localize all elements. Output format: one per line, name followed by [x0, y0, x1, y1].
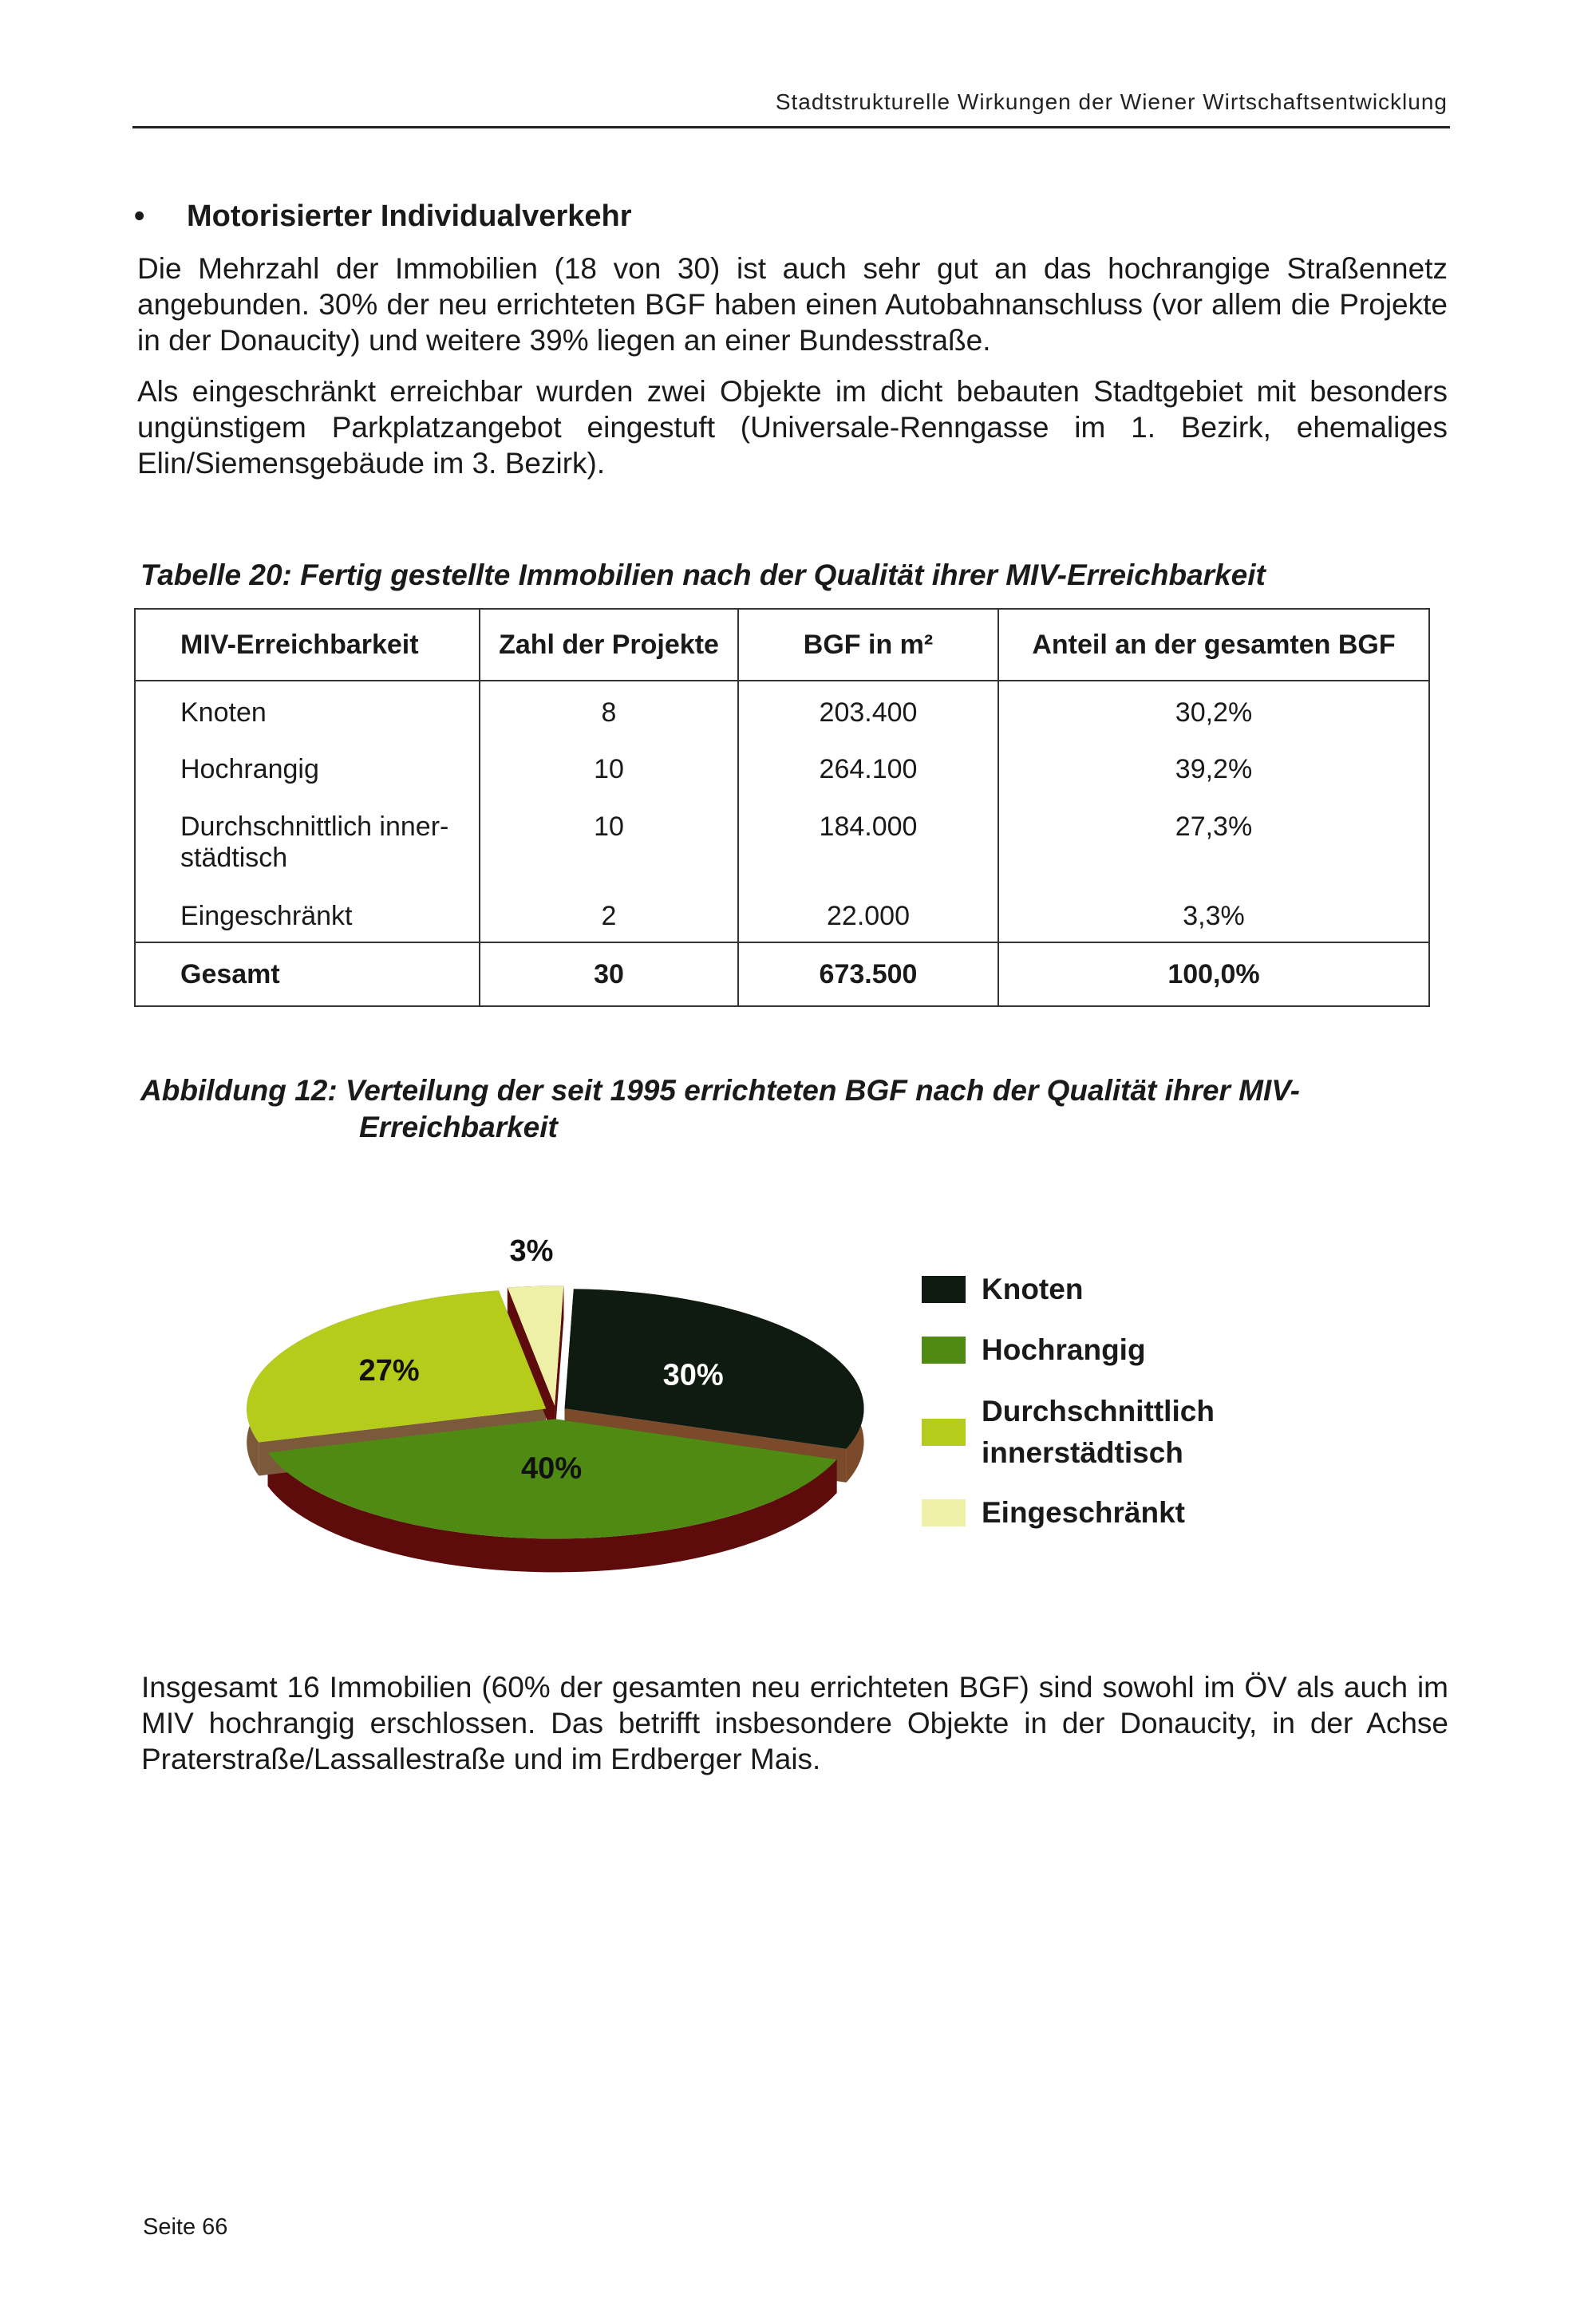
page-number: Seite 66	[143, 2214, 228, 2240]
legend-item	[922, 1492, 1185, 1534]
cell: 100,0%	[998, 942, 1429, 1006]
legend-label: Knoten	[982, 1273, 1084, 1305]
column-header: MIV-Erreichbarkeit	[135, 609, 480, 681]
legend-swatch	[922, 1419, 966, 1446]
column-header: Zahl der Projekte	[480, 609, 738, 681]
cell: Knoten	[135, 681, 480, 738]
legend-swatch	[922, 1337, 966, 1364]
paragraph: Als eingeschränkt erreichbar wurden zwei Objekte im dicht bebauten Stadtgebiet mit besonders ungünstigem Parkplatzangebot eingestuft (Universale-Renngasse im 1. Bezirk, ehemaliges Elin/Siemensgebäude im 3. Bezirk).	[137, 375, 1448, 480]
pie-data-label: 40%	[521, 1451, 583, 1486]
paragraph: Insgesamt 16 Immobilien (60% der gesamten neu errichteten BGF) sind sowohl im ÖV als auch im MIV hochrangig erschlossen. Das betrifft insbesondere Objekte in der Donaucity, in der Achse Praterstraße/Lassallestraße und im Erdberger Mais.	[141, 1671, 1448, 1775]
column-header: Anteil an der gesamten BGF	[998, 609, 1429, 681]
running-header: Stadtstrukturelle Wirkungen der Wiener Wirtschaftsentwicklung	[775, 89, 1448, 114]
figure-caption-continued: Erreichbarkeit	[359, 1111, 558, 1143]
table-row	[135, 885, 1429, 942]
cell: 10	[480, 796, 738, 885]
header-rule	[132, 126, 1450, 128]
paragraph: Die Mehrzahl der Immobilien (18 von 30) ist auch sehr gut an das hochrangige Straßennetz angebunden. 30% der neu errichteten BGF haben einen Autobahnanschluss (vor allem die Projekte in der Donaucity) und weitere 39% liegen an einer Bundesstraße.	[137, 252, 1448, 357]
cell: 27,3%	[998, 796, 1429, 885]
legend-item	[922, 1329, 1146, 1371]
cell: Gesamt	[135, 942, 480, 1006]
cell: 3,3%	[998, 885, 1429, 942]
cell: 30	[480, 942, 738, 1006]
table-row	[135, 681, 1429, 738]
legend-swatch	[922, 1276, 966, 1303]
cell: 8	[480, 681, 738, 738]
legend-item	[922, 1269, 1083, 1310]
cell: Durchschnittlich inner-städtisch	[135, 796, 480, 885]
cell: Hochrangig	[135, 738, 480, 796]
figure-caption: Abbildung 12: Verteilung der seit 1995 errichteten BGF nach der Qualität ihrer MIV-	[140, 1074, 1300, 1107]
cell: 30,2%	[998, 681, 1429, 738]
cell: 184.000	[738, 796, 998, 885]
cell: 264.100	[738, 738, 998, 796]
table-total-row	[135, 942, 1429, 1006]
cell: 2	[480, 885, 738, 942]
legend-label: Durchschnittlich innerstädtisch	[982, 1395, 1215, 1469]
cell: 203.400	[738, 681, 998, 738]
table-caption: Tabelle 20: Fertig gestellte Immobilien nach der Qualität ihrer MIV-Erreichbarkeit	[140, 559, 1266, 591]
legend-swatch	[922, 1499, 966, 1526]
legend-label: Eingeschränkt	[982, 1496, 1185, 1529]
section-heading: Motorisierter Individualverkehr	[187, 199, 632, 233]
legend-label: Hochrangig	[982, 1333, 1146, 1366]
table-row	[135, 738, 1429, 796]
legend-item	[922, 1391, 1215, 1474]
pie-data-label: 27%	[358, 1353, 420, 1388]
bullet-icon: •	[134, 199, 145, 233]
cell: 673.500	[738, 942, 998, 1006]
cell: 39,2%	[998, 738, 1429, 796]
table-header-row	[135, 609, 1429, 681]
pie-data-label: 30%	[662, 1358, 724, 1392]
cell: 22.000	[738, 885, 998, 942]
column-header: BGF in m²	[738, 609, 998, 681]
pie-data-label: 3%	[509, 1234, 554, 1268]
pie-chart	[223, 1229, 902, 1596]
cell: 10	[480, 738, 738, 796]
table-row	[135, 796, 1429, 885]
data-table	[134, 608, 1430, 1007]
cell: Eingeschränkt	[135, 885, 480, 942]
